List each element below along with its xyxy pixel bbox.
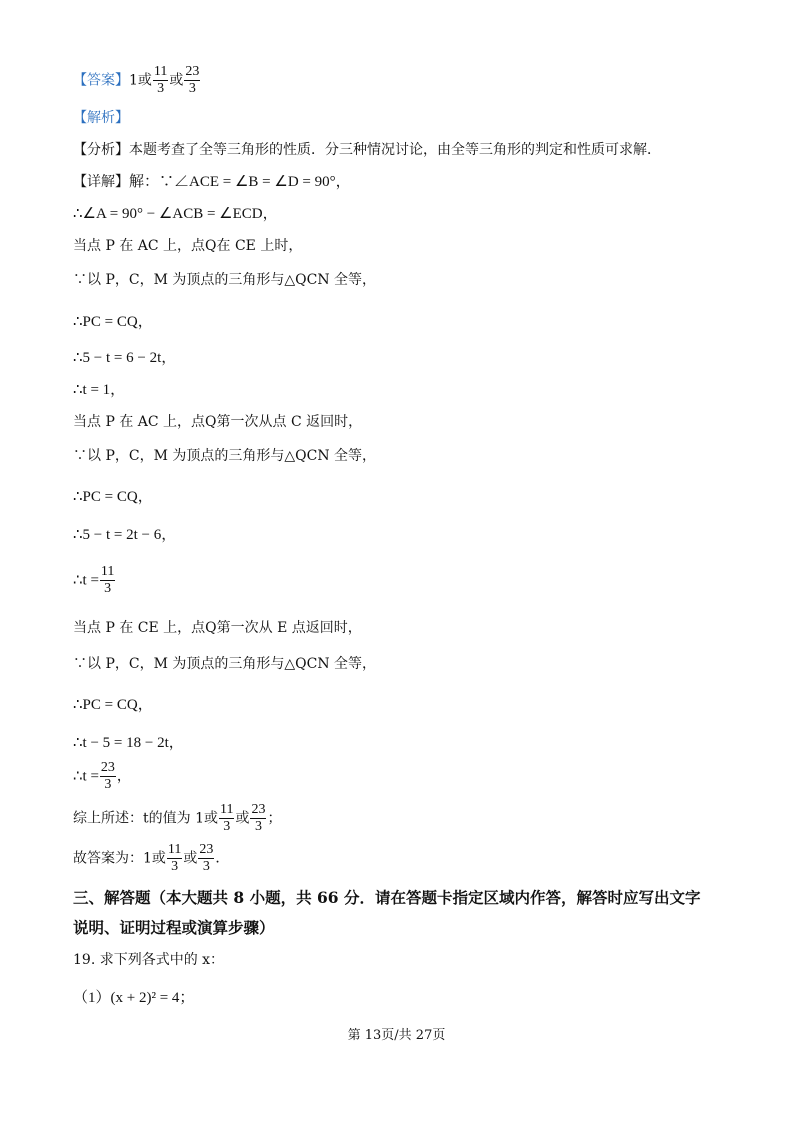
case1-eq: ∴5 − t = 6 − 2t， (73, 350, 177, 366)
page-footer: 第 13页/共 27页 (347, 1028, 446, 1043)
xiangjie-line: 【详解】解：∵∠ACE = ∠B = ∠D = 90°， (73, 174, 351, 190)
case2-intro: 当点 P 在 AC 上，点Q第一次从点 C 返回时， (73, 414, 363, 430)
fraction: $\frac{11}{3}$ (153, 64, 168, 96)
final-answer-line: 故答案为：1或 $\frac{11}{3}$ 或 $\frac{23}{3}$ ． (73, 842, 230, 874)
answer-tag: 【答案】 (73, 72, 129, 89)
case3-pc: ∴PC = CQ， (73, 697, 153, 713)
fraction: $\frac{23}{3}$ (251, 802, 266, 834)
case1-intro: 当点 P 在 AC 上，点Q在 CE 上时， (73, 238, 303, 254)
case1-since: ∵以 P，C，M 为顶点的三角形与△QCN 全等， (73, 272, 377, 288)
case1-result: ∴t = 1， (73, 382, 126, 398)
fraction: $\frac{11}{3}$ (100, 564, 115, 596)
fraction: $\frac{11}{3}$ (167, 842, 182, 874)
fenxi-line: 【分析】本题考查了全等三角形的性质．分三种情况讨论，由全等三角形的判定和性质可求解． (73, 142, 661, 158)
question-19: 19. 求下列各式中的 x： (73, 952, 225, 968)
case3-result: ∴t = $\frac{23}{3}$ ， (73, 760, 131, 792)
section-title-continued: 说明、证明过程或演算步骤） (73, 918, 275, 937)
section-title: 三、解答题（本大题共 8 小题，共 66 分．请在答题卡指定区域内作答，解答时应写出文字 (73, 888, 701, 907)
fraction: $\frac{23}{3}$ (199, 842, 214, 874)
fraction: $\frac{11}{3}$ (219, 802, 234, 834)
case2-result: ∴t = $\frac{11}{3}$ (73, 564, 115, 596)
analysis-tag: 【解析】 (73, 110, 129, 126)
case3-intro: 当点 P 在 CE 上，点Q第一次从 E 点返回时， (73, 620, 362, 636)
fenxi-tag: 【分析】 (73, 142, 129, 158)
case2-eq: ∴5 − t = 2t − 6， (73, 527, 177, 543)
fraction: $\frac{23}{3}$ (185, 64, 200, 96)
case2-pc: ∴PC = CQ， (73, 489, 153, 505)
answer-line: 【答案】1或 $\frac{11}{3}$ 或 $\frac{23}{3}$ (73, 64, 200, 96)
case1-pc: ∴PC = CQ， (73, 314, 153, 330)
summary-line: 综上所述：t的值为 1或 $\frac{11}{3}$ 或 $\frac{23}{3}$ ； (73, 802, 282, 834)
case3-eq: ∴t − 5 = 18 − 2t， (73, 735, 184, 751)
question-19-part-1: （1）(x + 2)² = 4； (73, 990, 195, 1006)
case3-since: ∵以 P，C，M 为顶点的三角形与△QCN 全等， (73, 656, 377, 672)
xiangjie-tag: 【详解】 (73, 174, 129, 190)
case2-since: ∵以 P，C，M 为顶点的三角形与△QCN 全等， (73, 448, 377, 464)
angle-equation: ∴∠A = 90° − ∠ACB = ∠ECD， (73, 206, 278, 222)
fraction: $\frac{23}{3}$ (100, 760, 115, 792)
